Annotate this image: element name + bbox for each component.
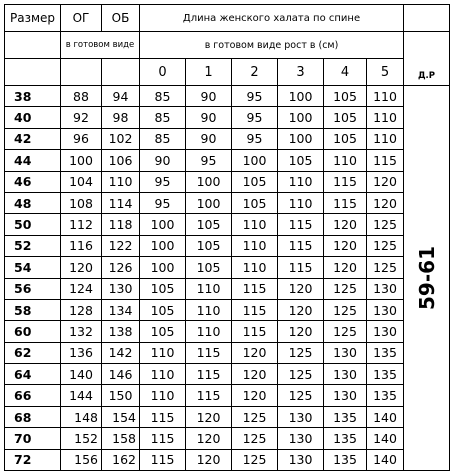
length-cell: 110 [324, 150, 367, 171]
length-cell: 125 [324, 299, 367, 320]
table-row [5, 86, 450, 107]
ob-cell: 110 [102, 171, 140, 192]
length-cell: 135 [324, 449, 367, 470]
table-row [5, 150, 450, 171]
size-cell: 42 [5, 128, 61, 149]
header-blank-5 [102, 59, 140, 86]
height-group-2: 2 [232, 59, 278, 86]
length-cell: 110 [186, 299, 232, 320]
length-cell: 100 [140, 257, 186, 278]
length-cell: 100 [278, 107, 324, 128]
length-cell: 115 [278, 235, 324, 256]
length-cell: 95 [140, 171, 186, 192]
length-cell: 85 [140, 86, 186, 107]
length-cell: 110 [278, 192, 324, 213]
og-cell: 124 [61, 278, 102, 299]
ob-cell: 102 [102, 128, 140, 149]
table-row [5, 107, 450, 128]
length-cell: 140 [367, 428, 404, 449]
length-cell: 130 [324, 364, 367, 385]
length-cell: 115 [232, 278, 278, 299]
length-cell: 100 [140, 235, 186, 256]
ob-cell: 134 [102, 299, 140, 320]
ob-cell: 114 [102, 192, 140, 213]
length-cell: 125 [367, 257, 404, 278]
og-cell: 116 [61, 235, 102, 256]
length-cell: 105 [186, 235, 232, 256]
length-cell: 130 [367, 278, 404, 299]
size-cell: 64 [5, 364, 61, 385]
length-cell: 125 [232, 428, 278, 449]
table-row [5, 128, 450, 149]
og-cell: 152 [61, 428, 102, 449]
og-cell: 128 [61, 299, 102, 320]
length-cell: 110 [232, 257, 278, 278]
length-cell: 135 [324, 406, 367, 427]
length-cell: 120 [278, 299, 324, 320]
header-blank-1 [404, 5, 450, 32]
length-cell: 85 [140, 107, 186, 128]
size-cell: 58 [5, 299, 61, 320]
header-blank-2 [5, 32, 61, 59]
length-cell: 90 [186, 86, 232, 107]
length-cell: 130 [324, 385, 367, 406]
size-cell: 66 [5, 385, 61, 406]
header-blank-4 [61, 59, 102, 86]
length-cell: 105 [140, 321, 186, 342]
dr-header: Д.Р [404, 32, 450, 86]
size-cell: 62 [5, 342, 61, 363]
og-cell: 120 [61, 257, 102, 278]
ob-cell: 162 [102, 449, 140, 470]
size-cell: 54 [5, 257, 61, 278]
height-group-3: 3 [278, 59, 324, 86]
ob-cell: 122 [102, 235, 140, 256]
length-cell: 95 [232, 107, 278, 128]
size-cell: 70 [5, 428, 61, 449]
og-cell: 156 [61, 449, 102, 470]
length-cell: 125 [278, 385, 324, 406]
dr-cell [404, 86, 450, 471]
ob-cell: 98 [102, 107, 140, 128]
length-cell: 110 [367, 128, 404, 149]
og-cell: 108 [61, 192, 102, 213]
table-row [5, 364, 450, 385]
length-cell: 110 [232, 235, 278, 256]
length-cell: 110 [278, 171, 324, 192]
ob-cell: 118 [102, 214, 140, 235]
length-cell: 100 [186, 192, 232, 213]
length-cell: 105 [140, 299, 186, 320]
table-row [5, 171, 450, 192]
length-cell: 135 [367, 385, 404, 406]
table-row [5, 406, 450, 427]
length-cell: 85 [140, 128, 186, 149]
length-cell: 135 [324, 428, 367, 449]
height-group-1: 1 [186, 59, 232, 86]
og-cell: 144 [61, 385, 102, 406]
length-cell: 115 [140, 406, 186, 427]
size-header: Размер [5, 5, 61, 32]
length-cell: 115 [232, 321, 278, 342]
length-cell: 110 [140, 364, 186, 385]
length-cell: 100 [186, 171, 232, 192]
length-cell: 120 [324, 257, 367, 278]
ob-header: ОБ [102, 5, 140, 32]
length-cell: 140 [367, 449, 404, 470]
length-cell: 90 [186, 107, 232, 128]
og-cell: 96 [61, 128, 102, 149]
size-cell: 48 [5, 192, 61, 213]
length-cell: 110 [232, 214, 278, 235]
size-cell: 50 [5, 214, 61, 235]
length-cell: 105 [324, 86, 367, 107]
dr-value: 59-61 [414, 246, 439, 310]
length-cell: 120 [232, 385, 278, 406]
ob-cell: 126 [102, 257, 140, 278]
length-cell: 100 [140, 214, 186, 235]
height-group-0: 0 [140, 59, 186, 86]
length-cell: 120 [278, 278, 324, 299]
length-cell: 120 [278, 321, 324, 342]
table-row [5, 449, 450, 470]
length-cell: 115 [278, 214, 324, 235]
length-cell: 105 [324, 107, 367, 128]
og-cell: 112 [61, 214, 102, 235]
length-cell: 125 [232, 449, 278, 470]
length-cell: 125 [324, 278, 367, 299]
length-cell: 130 [324, 342, 367, 363]
length-cell: 100 [278, 86, 324, 107]
size-cell: 40 [5, 107, 61, 128]
length-title: Длина женского халата по спине [140, 5, 404, 32]
length-cell: 105 [232, 192, 278, 213]
length-cell: 105 [278, 150, 324, 171]
og-cell: 100 [61, 150, 102, 171]
size-cell: 72 [5, 449, 61, 470]
length-cell: 125 [232, 406, 278, 427]
length-cell: 125 [367, 235, 404, 256]
size-cell: 38 [5, 86, 61, 107]
size-cell: 68 [5, 406, 61, 427]
length-cell: 105 [186, 257, 232, 278]
length-cell: 95 [186, 150, 232, 171]
length-cell: 120 [324, 235, 367, 256]
length-cell: 105 [232, 171, 278, 192]
length-cell: 125 [278, 342, 324, 363]
length-cell: 115 [186, 364, 232, 385]
height-group-5: 5 [367, 59, 404, 86]
length-cell: 120 [367, 171, 404, 192]
length-cell: 115 [186, 385, 232, 406]
table-row [5, 428, 450, 449]
length-cell: 90 [140, 150, 186, 171]
size-cell: 56 [5, 278, 61, 299]
ob-cell: 142 [102, 342, 140, 363]
ob-cell: 106 [102, 150, 140, 171]
length-cell: 115 [324, 192, 367, 213]
ob-cell: 154 [102, 406, 140, 427]
table-row [5, 235, 450, 256]
ready-label: в готовом виде [61, 32, 140, 59]
length-cell: 115 [367, 150, 404, 171]
length-cell: 90 [186, 128, 232, 149]
og-cell: 140 [61, 364, 102, 385]
length-cell: 105 [324, 128, 367, 149]
length-cell: 130 [278, 449, 324, 470]
ob-cell: 158 [102, 428, 140, 449]
ob-cell: 150 [102, 385, 140, 406]
table-row [5, 299, 450, 320]
table-row [5, 321, 450, 342]
header-blank-3 [5, 59, 61, 86]
length-cell: 120 [232, 342, 278, 363]
ob-cell: 146 [102, 364, 140, 385]
og-header: ОГ [61, 5, 102, 32]
table-row [5, 385, 450, 406]
ob-cell: 94 [102, 86, 140, 107]
table-row [5, 278, 450, 299]
length-cell: 115 [140, 428, 186, 449]
height-group-4: 4 [324, 59, 367, 86]
length-cell: 125 [278, 364, 324, 385]
length-cell: 135 [367, 342, 404, 363]
length-cell: 115 [140, 449, 186, 470]
length-cell: 130 [367, 321, 404, 342]
length-cell: 115 [232, 299, 278, 320]
length-cell: 105 [186, 214, 232, 235]
size-cell: 60 [5, 321, 61, 342]
length-cell: 100 [232, 150, 278, 171]
size-table [4, 4, 450, 471]
length-cell: 95 [140, 192, 186, 213]
length-cell: 105 [140, 278, 186, 299]
table-row [5, 192, 450, 213]
length-cell: 115 [186, 342, 232, 363]
table-row [5, 257, 450, 278]
ob-cell: 138 [102, 321, 140, 342]
length-cell: 110 [140, 385, 186, 406]
length-cell: 130 [367, 299, 404, 320]
header-row-2 [5, 32, 450, 59]
og-cell: 92 [61, 107, 102, 128]
og-cell: 88 [61, 86, 102, 107]
length-cell: 95 [232, 128, 278, 149]
ob-cell: 130 [102, 278, 140, 299]
length-cell: 95 [232, 86, 278, 107]
header-row-1 [5, 5, 450, 32]
length-cell: 130 [278, 428, 324, 449]
length-cell: 120 [367, 192, 404, 213]
length-cell: 120 [186, 406, 232, 427]
length-cell: 120 [186, 428, 232, 449]
length-cell: 135 [367, 364, 404, 385]
length-cell: 125 [324, 321, 367, 342]
og-cell: 136 [61, 342, 102, 363]
length-cell: 100 [278, 128, 324, 149]
length-cell: 120 [232, 364, 278, 385]
length-cell: 110 [186, 321, 232, 342]
size-chart [4, 4, 450, 471]
size-cell: 46 [5, 171, 61, 192]
length-cell: 115 [324, 171, 367, 192]
length-cell: 120 [186, 449, 232, 470]
og-cell: 148 [61, 406, 102, 427]
length-cell: 110 [367, 107, 404, 128]
length-cell: 115 [278, 257, 324, 278]
og-cell: 132 [61, 321, 102, 342]
size-cell: 52 [5, 235, 61, 256]
length-cell: 110 [186, 278, 232, 299]
og-cell: 104 [61, 171, 102, 192]
length-cell: 110 [140, 342, 186, 363]
length-cell: 120 [324, 214, 367, 235]
table-row [5, 342, 450, 363]
table-body [5, 86, 450, 471]
length-cell: 140 [367, 406, 404, 427]
size-cell: 44 [5, 150, 61, 171]
header-row-3 [5, 59, 450, 86]
table-row [5, 214, 450, 235]
length-cell: 130 [278, 406, 324, 427]
height-label: в готовом виде рост в (см) [140, 32, 404, 59]
length-cell: 110 [367, 86, 404, 107]
length-cell: 125 [367, 214, 404, 235]
